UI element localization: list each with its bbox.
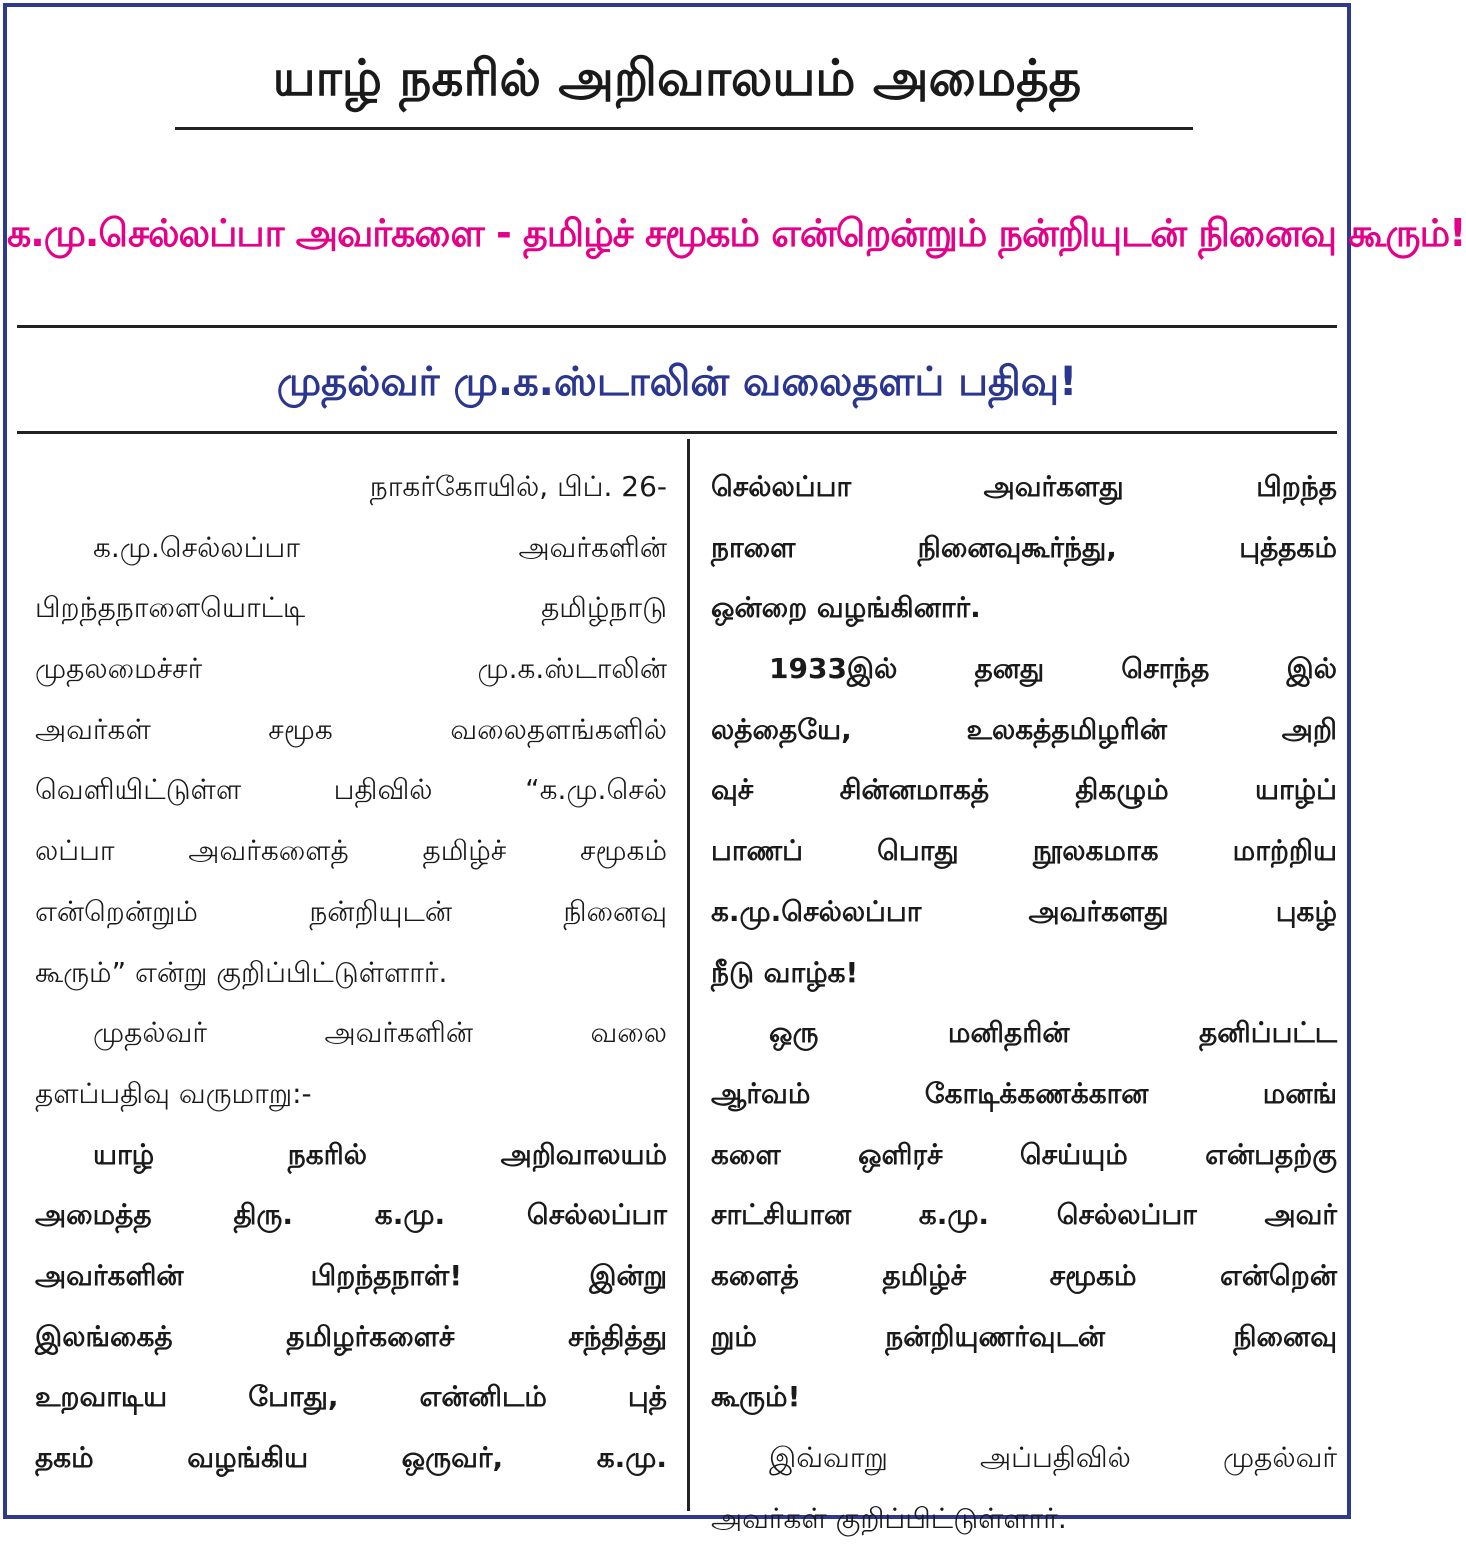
body-line: அவர்கள் சமூக வலைதளங்களில் (35, 712, 667, 746)
headline-top: யாழ் நகரில் அறிவாலயம் அமைத்த (272, 49, 1082, 107)
quote-line: களை ஒளிரச் செய்யும் என்பதற்கு (711, 1137, 1337, 1171)
quote-line: உறவாடிய போது, என்னிடம் புத் (35, 1380, 667, 1414)
dateline: நாகர்கோயில், பிப். 26- (369, 470, 667, 503)
body-line: தளப்பதிவு வருமாறு:- (35, 1076, 312, 1110)
quote-line: லத்தையே, உலகத்தமிழரின் அறி (711, 712, 1337, 746)
quote-line: 1933இல் தனது சொந்த இல் (769, 652, 1337, 686)
quote-line: இலங்கைத் தமிழர்களைச் சந்தித்து (35, 1319, 667, 1353)
body-line: பிறந்தநாளையொட்டி தமிழ்நாடு (35, 591, 667, 625)
quote-line: க.மு.செல்லப்பா அவர்களது புகழ் (711, 894, 1337, 928)
headline-underline (175, 127, 1193, 130)
quote-line: களைத் தமிழ்ச் சமூகம் என்றென் (711, 1258, 1337, 1292)
quote-line: செல்லப்பா அவர்களது பிறந்த (711, 470, 1337, 503)
body-line: வெளியிட்டுள்ள பதிவில் “க.மு.செல் (35, 773, 667, 807)
quote-line: கூரும்! (711, 1380, 801, 1414)
quote-line: யாழ் நகரில் அறிவாலயம் (93, 1137, 667, 1171)
quote-line: ஒன்றை வழங்கினார். (711, 591, 981, 625)
column-divider (687, 439, 690, 1511)
subhead-top-rule (17, 325, 1337, 328)
subhead: முதல்வர் மு.க.ஸ்டாலின் வலைதளப் பதிவு! (276, 359, 1078, 405)
quote-line: வுச் சின்னமாகத் திகழும் யாழ்ப் (711, 773, 1337, 807)
quote-line: றும் நன்றியுணர்வுடன் நினைவு (711, 1319, 1337, 1353)
article-column-right (711, 457, 1337, 1535)
quote-line: நாளை நினைவுகூர்ந்து, புத்தகம் (711, 530, 1337, 564)
closing-line: இவ்வாறு அப்பதிவில் முதல்வர் (769, 1441, 1337, 1474)
body-line: என்றென்றும் நன்றியுடன் நினைவு (35, 894, 667, 928)
article-column-left (35, 457, 667, 1507)
quote-line: அமைத்த திரு. க.மு. செல்லப்பா (35, 1198, 667, 1232)
quote-line: சாட்சியான க.மு. செல்லப்பா அவர் (711, 1198, 1337, 1232)
body-line: க.மு.செல்லப்பா அவர்களின் (93, 530, 667, 564)
subhead-bottom-rule (17, 431, 1337, 434)
closing-line: அவர்கள் குறிப்பிட்டுள்ளார். (711, 1501, 1067, 1535)
newspaper-clipping (3, 3, 1466, 1535)
quote-line: ஆர்வம் கோடிக்கணக்கான மனங் (711, 1076, 1337, 1110)
quote-line: தகம் வழங்கிய ஒருவர், க.மு. (35, 1441, 667, 1474)
quote-line: அவர்களின் பிறந்தநாள்! இன்று (35, 1258, 667, 1292)
quote-line: நீடு வாழ்க! (711, 955, 859, 989)
headline-main: க.மு.செல்லப்பா அவர்களை - தமிழ்ச் சமூகம் என்றென்றும் நன்றியுடன் நினைவு கூரும்! (7, 211, 1466, 255)
body-line: முதல்வர் அவர்களின் வலை (93, 1016, 667, 1050)
body-line: லப்பா அவர்களைத் தமிழ்ச் சமூகம் (35, 834, 667, 868)
quote-line: ஒரு மனிதரின் தனிப்பட்ட (769, 1016, 1337, 1050)
body-line: கூரும்” என்று குறிப்பிட்டுள்ளார். (35, 955, 448, 989)
body-line: முதலமைச்சர் மு.க.ஸ்டாலின் (35, 652, 667, 686)
quote-line: பாணப் பொது நூலகமாக மாற்றிய (711, 834, 1337, 868)
